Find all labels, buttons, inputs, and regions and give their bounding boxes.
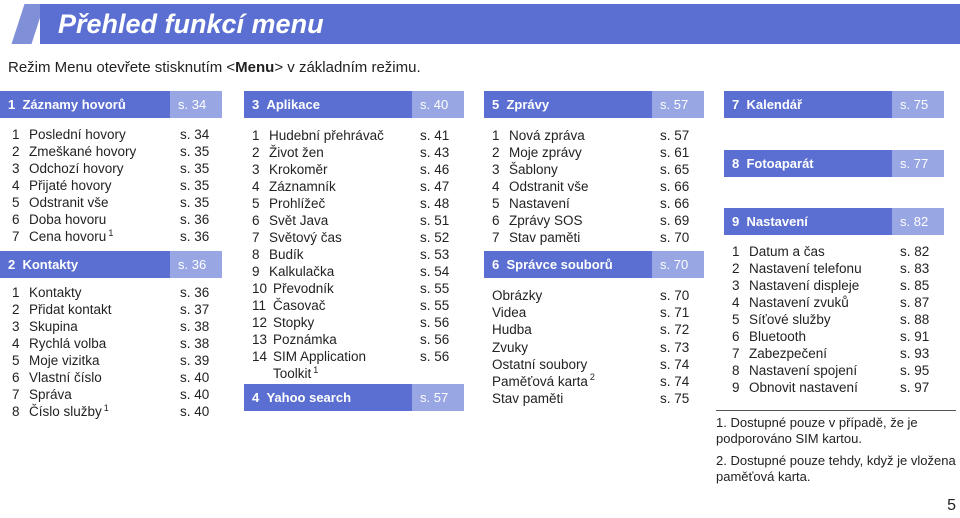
- item-page: s. 40: [180, 404, 210, 419]
- section-number: 7: [732, 97, 740, 112]
- section-header-s5: [484, 91, 704, 118]
- item-number: 9: [732, 380, 740, 395]
- item-number: 8: [732, 363, 740, 378]
- item-label-text: Odstranit vše: [29, 195, 109, 210]
- item-label: [509, 229, 580, 246]
- item-label: [749, 328, 806, 345]
- section-title: [732, 208, 808, 235]
- item-number: 3: [252, 162, 260, 177]
- section-number: 1: [8, 97, 16, 112]
- item-number: 2: [492, 145, 500, 160]
- item-label-text: Časovač: [273, 298, 326, 313]
- section-title: [492, 251, 613, 278]
- item-page: s. 38: [180, 319, 210, 334]
- intro-after: > v základním režimu.: [274, 59, 421, 76]
- item-number: 8: [252, 247, 260, 262]
- footnote-1-text: Dostupné pouze v případě, že je podporováno SIM kartou.: [716, 415, 918, 446]
- item-label: [509, 178, 589, 195]
- item-label: [29, 160, 124, 177]
- item-page: s. 35: [180, 195, 210, 210]
- item-label-text: Poznámka: [273, 332, 337, 347]
- item-label-text: Kalkulačka: [269, 264, 335, 279]
- section-header-s7: [724, 91, 944, 118]
- item-page: s. 70: [660, 288, 690, 303]
- item-number: 6: [252, 213, 260, 228]
- section-header-s8: [724, 150, 944, 177]
- item-page: s. 56: [420, 349, 450, 364]
- item-label: [492, 304, 526, 321]
- item-page: s. 40: [180, 370, 210, 385]
- item-label: [29, 335, 106, 352]
- section-number: 9: [732, 214, 740, 229]
- section-header-s4: [244, 384, 464, 411]
- item-number: 4: [12, 336, 20, 351]
- section-number: 4: [252, 390, 260, 405]
- item-number: 7: [732, 346, 740, 361]
- item-label-text: Moje vizitka: [29, 353, 100, 368]
- item-label: [29, 386, 72, 403]
- item-label-text: Bluetooth: [749, 329, 807, 344]
- item-number: 4: [252, 179, 260, 194]
- item-label-text: Stav paměti: [509, 230, 581, 245]
- item-label: [29, 143, 136, 160]
- item-label: [269, 246, 304, 263]
- item-label-text: Stopky: [273, 315, 315, 330]
- item-label: [29, 301, 112, 318]
- item-label: [269, 178, 336, 195]
- item-page: s. 36: [180, 229, 210, 244]
- item-number: 2: [12, 144, 20, 159]
- section-number: 6: [492, 257, 500, 272]
- item-label-text: Vlastní číslo: [29, 370, 102, 385]
- item-page: s. 97: [900, 380, 930, 395]
- item-label-text: Nastavení displeje: [749, 278, 860, 293]
- item-label: [29, 403, 109, 420]
- item-label: [749, 294, 849, 311]
- item-label: [29, 228, 113, 245]
- item-label: [749, 345, 827, 362]
- footnote-marker: 1: [108, 227, 114, 238]
- item-label-text: Skupina: [29, 319, 78, 334]
- item-page: s. 53: [420, 247, 450, 262]
- section-page: s. 34: [170, 91, 222, 118]
- section-title: [492, 91, 549, 118]
- footnote-divider: [716, 410, 956, 411]
- item-label: [29, 369, 102, 386]
- item-label-text: Kontakty: [29, 285, 82, 300]
- item-page: s. 75: [660, 391, 690, 407]
- footnote-marker: 2: [589, 372, 595, 383]
- item-label-text: Přijaté hovory: [29, 178, 112, 193]
- item-label: [269, 127, 384, 144]
- item-page: s. 70: [660, 230, 690, 245]
- item-number: 2: [252, 145, 260, 160]
- item-number: 9: [252, 264, 260, 279]
- item-label-text: Paměťová karta: [492, 373, 588, 389]
- section-page: s. 82: [892, 208, 944, 235]
- item-label-text: Zmeškané hovory: [29, 144, 137, 159]
- section-header-s6: [484, 251, 704, 278]
- item-label-text: Nastavení: [509, 196, 570, 211]
- item-page: s. 36: [180, 285, 210, 300]
- item-page: s. 52: [420, 230, 450, 245]
- item-label-text: Obnovit nastavení: [749, 380, 858, 395]
- item-number: 11: [252, 298, 267, 313]
- item-label: [492, 321, 532, 338]
- section-page: s. 57: [412, 384, 464, 411]
- footnote-marker: 1: [313, 364, 319, 375]
- item-label: [492, 287, 542, 304]
- item-page: s. 71: [660, 305, 690, 321]
- item-number: 5: [732, 312, 740, 327]
- item-label: [273, 348, 366, 382]
- item-label-text: Obrázky: [492, 288, 543, 303]
- item-page: s. 91: [900, 329, 930, 344]
- item-number: 1: [12, 127, 20, 142]
- item-page: s. 82: [900, 244, 930, 259]
- item-label: [509, 195, 570, 212]
- item-label-text: Budík: [269, 247, 304, 262]
- item-label-text: Stav paměti: [492, 391, 564, 407]
- item-number: 1: [252, 128, 260, 143]
- item-page: s. 48: [420, 196, 450, 211]
- item-number: 7: [492, 230, 500, 245]
- item-label-text: Nastavení zvuků: [749, 295, 849, 310]
- item-page: s. 56: [420, 315, 450, 330]
- item-label-text: Datum a čas: [749, 244, 825, 259]
- item-label-text: Záznamník: [269, 179, 336, 194]
- item-number: 3: [12, 319, 20, 334]
- section-number: 3: [252, 97, 260, 112]
- item-label-text: Odstranit vše: [509, 179, 589, 194]
- section-header-s3: [244, 91, 464, 118]
- item-page: s. 51: [420, 213, 450, 228]
- section-title: [732, 150, 814, 177]
- item-label-text: Hudební přehrávač: [269, 128, 384, 143]
- item-number: 6: [12, 370, 20, 385]
- item-label-text: Zprávy SOS: [509, 213, 583, 228]
- section-header-s2: [0, 251, 222, 278]
- item-label-text: Světový čas: [269, 230, 342, 245]
- item-label: [269, 229, 342, 246]
- item-label: [29, 126, 126, 143]
- item-label-text: Zabezpečení: [749, 346, 828, 361]
- item-label: [749, 311, 831, 328]
- item-number: 5: [12, 195, 20, 210]
- item-number: 1: [492, 128, 500, 143]
- item-label: [492, 339, 528, 356]
- item-label: [29, 352, 100, 369]
- item-number: 7: [252, 230, 260, 245]
- item-label-text: Nová zpráva: [509, 128, 585, 143]
- item-number: 5: [492, 196, 500, 211]
- section-label: Kalendář: [746, 97, 803, 112]
- item-number: 1: [732, 244, 740, 259]
- item-page: s. 36: [180, 212, 210, 227]
- item-number: 4: [732, 295, 740, 310]
- item-label: [749, 243, 825, 260]
- item-label-text: Správa: [29, 387, 72, 402]
- item-label: [273, 314, 314, 331]
- item-page: s. 38: [180, 336, 210, 351]
- item-label-text: Nastavení spojení: [749, 363, 858, 378]
- item-number: 6: [492, 213, 500, 228]
- section-title: [252, 91, 320, 118]
- item-number: 5: [12, 353, 20, 368]
- section-title: [252, 384, 351, 411]
- section-title: [8, 91, 126, 118]
- item-label-text: Zvuky: [492, 339, 529, 355]
- item-label: [492, 390, 563, 407]
- item-page: s. 74: [660, 373, 690, 389]
- item-page: s. 46: [420, 162, 450, 177]
- section-label: Správce souborů: [506, 257, 613, 272]
- item-label-text: Šablony: [509, 162, 558, 177]
- item-label: [269, 144, 324, 161]
- item-page: s. 55: [420, 281, 450, 296]
- item-number: 5: [252, 196, 260, 211]
- item-number: 3: [732, 278, 740, 293]
- item-number: 2: [732, 261, 740, 276]
- item-page: s. 72: [660, 322, 690, 338]
- item-label-text-line2: Toolkit: [273, 366, 312, 381]
- item-page: s. 65: [660, 162, 690, 177]
- item-label: [749, 362, 857, 379]
- section-label: Kontakty: [22, 257, 79, 272]
- item-page: s. 54: [420, 264, 450, 279]
- item-page: s. 93: [900, 346, 930, 361]
- item-label-text: Doba hovoru: [29, 212, 107, 227]
- footnotes: [716, 410, 956, 491]
- item-label: [509, 144, 582, 161]
- item-label: [509, 161, 558, 178]
- section-label: Fotoaparát: [746, 156, 814, 171]
- footnote-1-number: 1.: [716, 415, 727, 430]
- item-label-text: Prohlížeč: [269, 196, 326, 211]
- item-label: [273, 280, 334, 297]
- footnote-2-text: Dostupné pouze tehdy, když je vložena paměťová karta.: [716, 453, 956, 484]
- item-number: 4: [492, 179, 500, 194]
- intro-menu-key: Menu: [235, 59, 275, 76]
- intro-text: [8, 59, 421, 76]
- item-page: s. 37: [180, 302, 210, 317]
- item-label-text: Číslo služby: [29, 404, 102, 419]
- item-label-text: Svět Java: [269, 213, 329, 228]
- item-number: 3: [492, 162, 500, 177]
- item-label: [749, 379, 858, 396]
- item-label: [269, 212, 328, 229]
- item-page: s. 83: [900, 261, 930, 276]
- item-page: s. 87: [900, 295, 930, 310]
- item-page: s. 88: [900, 312, 930, 327]
- item-page: s. 95: [900, 363, 930, 378]
- item-label: [273, 331, 337, 348]
- item-number: 7: [12, 387, 20, 402]
- item-page: s. 61: [660, 145, 690, 160]
- item-number: 2: [12, 302, 20, 317]
- section-page: s. 57: [652, 91, 704, 118]
- item-label: [269, 263, 334, 280]
- section-page: s. 77: [892, 150, 944, 177]
- item-page: s. 73: [660, 339, 690, 355]
- item-label: [492, 373, 595, 390]
- item-label: [29, 318, 78, 335]
- item-label-text: Rychlá volba: [29, 336, 107, 351]
- item-label-text: Odchozí hovory: [29, 161, 124, 176]
- item-page: s. 35: [180, 178, 210, 193]
- item-label: [269, 161, 328, 178]
- item-label: [749, 277, 859, 294]
- item-number: 6: [732, 329, 740, 344]
- section-number: 2: [8, 257, 16, 272]
- item-page: s. 47: [420, 179, 450, 194]
- item-number: 8: [12, 404, 20, 419]
- item-page: s. 34: [180, 127, 210, 142]
- section-page: s. 36: [170, 251, 222, 278]
- item-label-text: Cena hovoru: [29, 229, 107, 244]
- item-number: 3: [12, 161, 20, 176]
- page-number: 5: [947, 497, 956, 514]
- footnote-1: [716, 415, 956, 447]
- item-label-text: Krokoměr: [269, 162, 328, 177]
- section-page: s. 75: [892, 91, 944, 118]
- item-label: [509, 212, 583, 229]
- item-page: s. 55: [420, 298, 450, 313]
- section-number: 5: [492, 97, 500, 112]
- item-label: [29, 211, 106, 228]
- item-page: s. 35: [180, 144, 210, 159]
- item-number: 13: [252, 332, 268, 347]
- item-number: 1: [12, 285, 20, 300]
- item-page: s. 40: [180, 387, 210, 402]
- item-label-text: Moje zprávy: [509, 145, 582, 160]
- item-label: [273, 297, 326, 314]
- section-title: [732, 91, 802, 118]
- section-label: Yahoo search: [266, 390, 352, 405]
- section-number: 8: [732, 156, 740, 171]
- section-page: s. 40: [412, 91, 464, 118]
- section-label: Záznamy hovorů: [22, 97, 126, 112]
- section-page: s. 70: [652, 251, 704, 278]
- item-label-text: Převodník: [273, 281, 334, 296]
- item-number: 10: [252, 281, 268, 296]
- item-number: 7: [12, 229, 20, 244]
- item-page: s. 43: [420, 145, 450, 160]
- page-title: Přehled funkcí menu: [58, 9, 324, 39]
- item-label-text: Videa: [492, 305, 527, 321]
- item-label: [509, 127, 585, 144]
- footnote-2-number: 2.: [716, 453, 727, 468]
- item-page: s. 66: [660, 196, 690, 211]
- section-label: Aplikace: [266, 97, 320, 112]
- item-label-text: Poslední hovory: [29, 127, 126, 142]
- item-label-text: Nastavení telefonu: [749, 261, 862, 276]
- item-label-text: SIM Application: [273, 349, 367, 364]
- footnote-2: [716, 453, 956, 485]
- section-label: Nastavení: [746, 214, 808, 229]
- item-page: s. 66: [660, 179, 690, 194]
- item-page: s. 74: [660, 356, 690, 372]
- item-label: [492, 356, 587, 373]
- item-label: [29, 284, 82, 301]
- item-label-text: Ostatní soubory: [492, 356, 588, 372]
- item-page: s. 69: [660, 213, 690, 228]
- item-page: s. 56: [420, 332, 450, 347]
- item-page: s. 35: [180, 161, 210, 176]
- section-label: Zprávy: [506, 97, 550, 112]
- item-page: s. 39: [180, 353, 210, 368]
- item-number: 4: [12, 178, 20, 193]
- item-label: [269, 195, 325, 212]
- intro-before: Režim Menu otevřete stisknutím <: [8, 59, 236, 76]
- item-label: [749, 260, 862, 277]
- item-number: 12: [252, 315, 268, 330]
- item-number: 14: [252, 349, 268, 364]
- item-label-text: Život žen: [269, 145, 324, 160]
- section-header-s1: [0, 91, 222, 118]
- footnote-marker: 1: [103, 402, 109, 413]
- item-label: [29, 194, 109, 211]
- item-label: [29, 177, 112, 194]
- item-label-text: Hudba: [492, 322, 532, 338]
- item-number: 6: [12, 212, 20, 227]
- section-header-s9: [724, 208, 944, 235]
- item-label-text: Síťové služby: [749, 312, 831, 327]
- item-page: s. 57: [660, 128, 690, 143]
- item-page: s. 41: [420, 128, 450, 143]
- item-page: s. 85: [900, 278, 930, 293]
- item-label-text: Přidat kontakt: [29, 302, 112, 317]
- section-title: [8, 251, 78, 278]
